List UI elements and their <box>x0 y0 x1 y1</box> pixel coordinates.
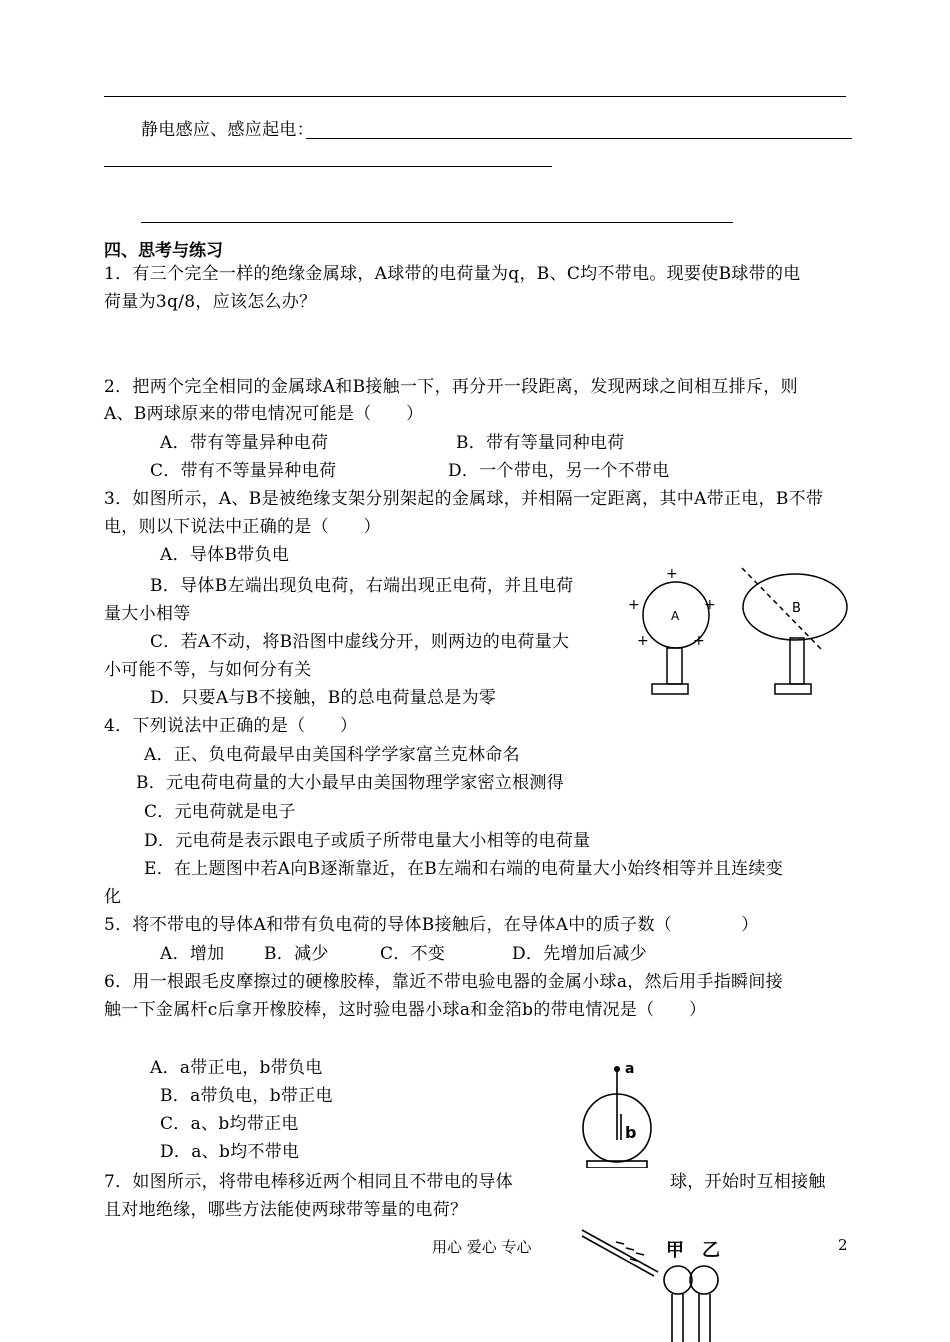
sphere-a-label: A <box>671 609 680 623</box>
charge-mark <box>636 1253 644 1255</box>
electroscope-figure <box>575 1058 665 1168</box>
plus-charge: + <box>666 566 678 582</box>
answer-line <box>104 96 846 97</box>
plus-charge: + <box>693 633 705 649</box>
q4-option-e-line1: E．在上题图中若A向B逐渐靠近，在B左端和右端的电荷量大小始终相等并且连续变 <box>144 859 784 879</box>
charged-rod <box>582 1230 658 1272</box>
sphere-b-label: B <box>792 601 801 616</box>
q7-line1-part2: 球，开始时互相接触 <box>670 1172 826 1192</box>
label-jia: 甲 <box>666 1240 684 1261</box>
ball-label: a <box>625 1061 635 1077</box>
stand-a-post <box>667 648 682 684</box>
q3-line1: 3．如图所示，A、B是被绝缘支架分别架起的金属球，并相隔一定距离，其中A带正电，B不带 <box>104 489 824 509</box>
sphere-jia <box>664 1266 692 1294</box>
section-title: 四、思考与练习 <box>104 241 223 261</box>
q3-option-c-line2: 小可能不等，与如何分有关 <box>104 660 312 680</box>
q5-stem: 5．将不带电的导体A和带有负电荷的导体B接触后，在导体A中的质子数（ ） <box>104 915 759 935</box>
q2-option-a: A．带有等量异种电荷 <box>160 433 329 453</box>
metal-ball <box>614 1066 620 1072</box>
plus-charge: + <box>637 633 649 649</box>
q5-option-d: D．先增加后减少 <box>512 944 648 964</box>
q4-option-b: B．元电荷电荷量的大小最早由美国物理学家密立根测得 <box>136 773 564 793</box>
answer-line <box>104 166 552 167</box>
sphere-yi <box>690 1266 718 1294</box>
q2-option-d: D．一个带电，另一个不带电 <box>448 461 670 481</box>
footer-motto: 用心 爱心 专心 <box>432 1238 532 1256</box>
q6-option-b: B．a带负电，b带正电 <box>160 1086 333 1106</box>
plus-charge: + <box>628 597 640 613</box>
q3-option-b-line2: 量大小相等 <box>104 604 191 624</box>
blank-label-induction: 静电感应、感应起电： <box>141 120 314 140</box>
q6-line1: 6．用一根跟毛皮摩擦过的硬橡胶棒，靠近不带电验电器的金属小球a，然后用手指瞬间接 <box>104 972 783 992</box>
plus-charge: + <box>704 597 716 613</box>
stand-a-base <box>652 684 688 694</box>
q6-option-c: C．a、b均带正电 <box>160 1114 299 1134</box>
q3-option-a: A．导体B带负电 <box>160 545 290 565</box>
stand-b-base <box>775 684 811 694</box>
q1-line1: 1．有三个完全一样的绝缘金属球，A球带的电荷量为q，B、C均不带电。现要使B球带的电 <box>104 264 801 284</box>
answer-line <box>306 138 852 139</box>
q4-option-a: A．正、负电荷最早由美国科学学家富兰克林命名 <box>144 745 520 765</box>
q3-option-d: D．只要A与B不接触，B的总电荷量总是为零 <box>150 688 497 708</box>
q6-option-a: A．a带正电，b带负电 <box>150 1058 323 1078</box>
q3-figure <box>620 560 860 700</box>
q6-line2: 触一下金属杆c后拿开橡胶棒，这时验电器小球a和金箔b的带电情况是（ ） <box>104 1000 707 1020</box>
dashed-cut-line <box>742 568 822 650</box>
two-spheres-figure <box>580 1220 740 1342</box>
q2-option-b: B．带有等量同种电荷 <box>456 433 625 453</box>
q4-stem: 4．下列说法中正确的是（ ） <box>104 716 358 736</box>
q1-line2: 荷量为3q/8，应该怎么办？ <box>104 292 317 312</box>
q4-option-d: D．元电荷是表示跟电子或质子所带电量大小相等的电荷量 <box>144 831 591 851</box>
q3-line2: 电，则以下说法中正确的是（ ） <box>104 517 381 537</box>
q6-option-d: D．a、b均不带电 <box>160 1142 300 1162</box>
q7-line1-part1: 7．如图所示，将带电棒移近两个相同且不带电的导体 <box>104 1172 514 1192</box>
q3-option-c-line1: C．若A不动，将B沿图中虚线分开，则两边的电荷量大 <box>150 632 570 652</box>
page-number: 2 <box>838 1236 848 1254</box>
charge-mark <box>630 1259 638 1261</box>
q4-option-c: C．元电荷就是电子 <box>144 802 296 822</box>
q5-option-c: C．不变 <box>380 944 446 964</box>
q2-line1: 2．把两个完全相同的金属球A和B接触一下，再分开一段距离，发现两球之间相互排斥，则 <box>104 377 798 397</box>
q4-option-e-line2: 化 <box>104 887 122 907</box>
stand-b-post <box>790 638 804 684</box>
answer-line <box>141 222 733 223</box>
q2-option-c: C．带有不等量异种电荷 <box>150 461 337 481</box>
charge-mark <box>626 1248 634 1250</box>
q7-line2: 且对地绝缘，哪些方法能使两球带等量的电荷？ <box>104 1200 468 1220</box>
foil-label: b <box>625 1123 637 1142</box>
q2-line2: A、B两球原来的带电情况可能是（ ） <box>104 404 424 424</box>
q5-option-b: B．减少 <box>264 944 329 964</box>
label-yi: 乙 <box>702 1240 720 1261</box>
q3-option-b-line1: B．导体B左端出现负电荷，右端出现正电荷，并且电荷 <box>150 576 574 596</box>
q5-option-a: A．增加 <box>160 944 225 964</box>
charge-mark <box>616 1242 624 1244</box>
